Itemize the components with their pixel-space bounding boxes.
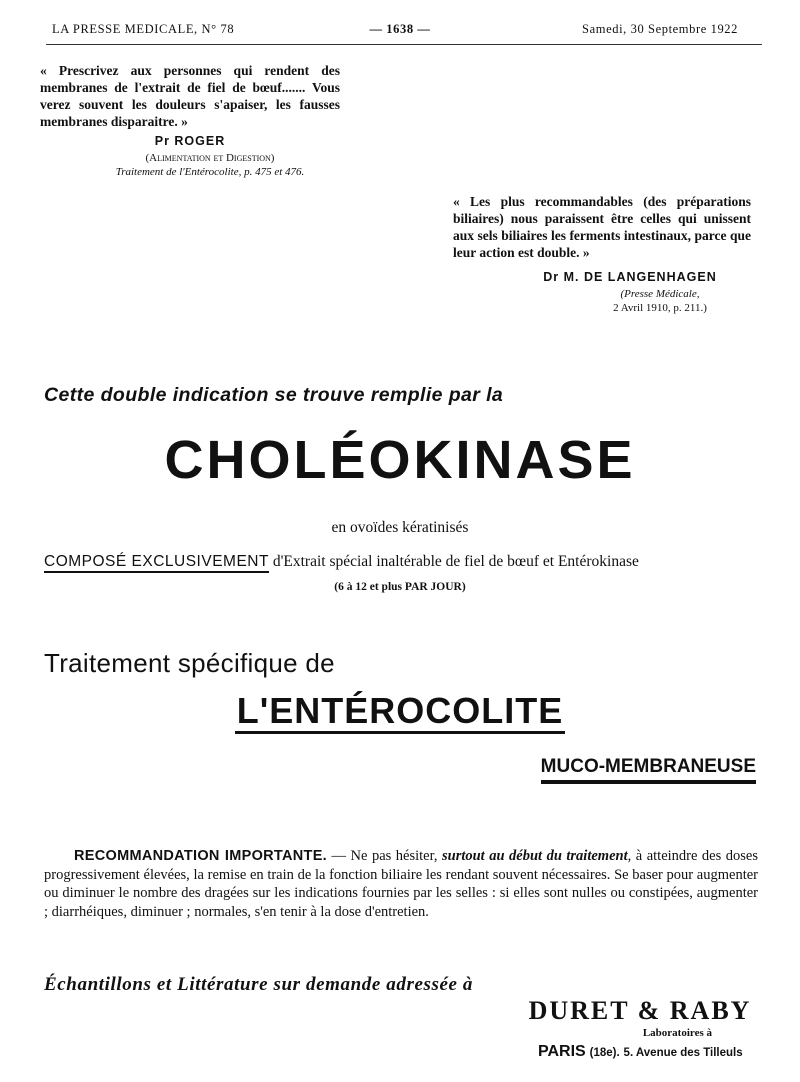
quote-langenhagen-author: Dr M. DE LANGENHAGEN: [543, 270, 717, 284]
address-arrondissement: (18e).: [589, 1047, 620, 1059]
dosage: (6 à 12 et plus PAR JOUR): [334, 581, 466, 593]
product-name: CHOLÉOKINASE: [164, 430, 636, 490]
quote-roger-source-chapter: Traitement de l'Entérocolite, p. 475 et 476.: [115, 166, 305, 178]
recommendation-text-2: , à atteindre des doses progressivement élevées, la remise en train de la fonction biliaire les rendant souvent nécessaires. Se baser pour augmenter ou diminuer le nombre des dragées sur les indications fournies par les selles : si elles sont nulles ou constipées, augmenter ; diarrhéiques, diminuer ; normales, s'en tenir à la dose d'entretien.: [44, 848, 758, 920]
laboratory-name: DURET & RABY: [528, 996, 752, 1025]
quote-roger-source-book: (Alimentation et Digestion): [145, 152, 275, 164]
recommendation-paragraph: [44, 847, 758, 921]
composition-label: COMPOSÉ EXCLUSIVEMENT: [44, 553, 269, 573]
address-street: 5. Avenue des Tilleuls: [623, 1047, 743, 1059]
recommendation-emphasis: surtout au début du traitement: [441, 848, 628, 864]
composition: [44, 553, 639, 571]
composition-text: d'Extrait spécial inaltérable de fiel de bœuf et Entérokinase: [272, 553, 639, 570]
disease-name: L'ENTÉROCOLITE: [235, 690, 566, 734]
treatment-line: Traitement spécifique de: [44, 648, 335, 678]
quote-langenhagen-source-date: 2 Avril 1910, p. 211.): [613, 302, 707, 314]
recommendation-text-1: — Ne pas hésiter,: [327, 848, 442, 864]
recommendation-lead: RECOMMANDATION IMPORTANTE.: [74, 848, 328, 864]
quote-langenhagen: « Les plus recommandables (des préparations biliaires) nous paraissent être celles qui unissent aux sels biliaires les ferments intestinaux, parce que leur action est double. »: [453, 194, 751, 260]
quote-roger-author: Pr ROGER: [154, 134, 226, 148]
samples-request: Échantillons et Littérature sur demande adressée à: [44, 974, 474, 995]
laboratory-subtitle: Laboratoires à: [642, 1027, 712, 1039]
intro-line: Cette double indication se trouve remplie par la: [44, 384, 504, 406]
address-city: PARIS: [538, 1043, 586, 1060]
disease-qualifier: MUCO-MEMBRANEUSE: [541, 756, 756, 784]
product-form: en ovoïdes kératinisés: [331, 519, 469, 536]
running-head: [0, 22, 800, 42]
laboratory-address: [538, 1043, 743, 1061]
disease-title: [0, 690, 800, 732]
journal-issue: LA PRESSE MEDICALE, N° 78: [52, 22, 235, 36]
page-number: — 1638 —: [369, 22, 431, 36]
quote-langenhagen-source-journal: (Presse Médicale,: [620, 288, 700, 300]
header-rule: [46, 44, 762, 45]
quote-roger: « Prescrivez aux personnes qui rendent des membranes de l'extrait de fiel de bœuf....... Vous verez souvent les douleurs s'apaiser, les fausses membranes disparaitre. »: [40, 63, 340, 129]
issue-date: Samedi, 30 Septembre 1922: [582, 22, 738, 36]
